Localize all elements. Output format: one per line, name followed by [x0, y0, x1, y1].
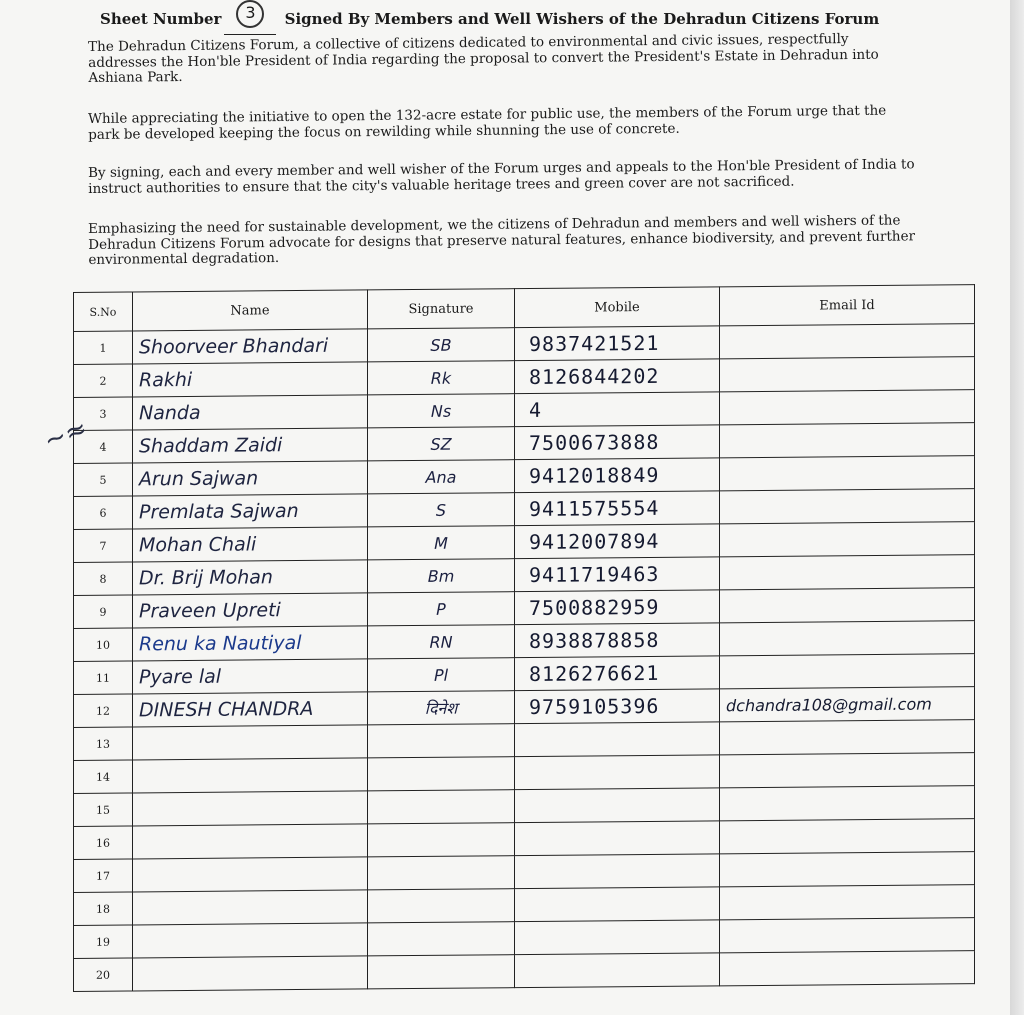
- row-email: [720, 885, 975, 920]
- sheet-header: [100, 3, 880, 35]
- row-signature: M: [368, 526, 515, 560]
- row-sno: 6: [74, 496, 133, 530]
- row-name: Premlata Sajwan: [133, 494, 368, 529]
- row-signature: Ns: [368, 394, 515, 428]
- row-email: [720, 819, 975, 854]
- signature-table: [73, 284, 975, 992]
- row-signature: [368, 922, 515, 956]
- row-signature: [368, 955, 515, 989]
- row-mobile: 9411719463: [515, 557, 720, 592]
- row-mobile: [515, 722, 720, 757]
- row-signature: [368, 823, 515, 857]
- row-sno: 4: [74, 430, 133, 464]
- column-header-email: Email Id: [720, 285, 975, 326]
- table-row: [74, 951, 975, 992]
- row-email: [720, 555, 975, 590]
- row-signature: [368, 790, 515, 824]
- row-sno: 2: [74, 364, 133, 398]
- sheet-number-field: [224, 3, 276, 35]
- row-name: [133, 956, 368, 991]
- row-sno: 16: [74, 826, 133, 860]
- row-email: [720, 522, 975, 557]
- row-mobile: [515, 821, 720, 856]
- row-email: [720, 588, 975, 623]
- row-sno: 3: [74, 397, 133, 431]
- row-sno: 9: [74, 595, 133, 629]
- row-sno: 14: [74, 760, 133, 794]
- row-signature: SB: [368, 328, 515, 362]
- row-email: [720, 621, 975, 656]
- column-header-sno: S.No: [74, 292, 133, 332]
- row-name: [133, 758, 368, 793]
- row-mobile: [515, 887, 720, 922]
- row-email: [720, 390, 975, 425]
- row-name: Shaddam Zaidi: [133, 428, 368, 463]
- paragraph-rewilding: While appreciating the initiative to open the 132-acre estate for public use, the members of the Forum urge that the park be developed keeping the focus on rewilding while shunning the use of concrete.: [87, 102, 887, 143]
- row-email: [720, 357, 975, 392]
- row-signature: Rk: [368, 361, 515, 395]
- row-signature: RN: [368, 625, 515, 659]
- column-header-signature: Signature: [368, 289, 515, 329]
- row-name: Nanda: [133, 395, 368, 430]
- row-name: Dr. Brij Mohan: [133, 560, 368, 595]
- paragraph-intro: The Dehradun Citizens Forum, a collective of citizens dedicated to environmental and civic issues, respectfully addresses the Hon'ble President of India regarding the proposal to convert the President's Estate in Dehradun into Ashiana Park.: [87, 31, 879, 86]
- row-email: [720, 720, 975, 755]
- row-mobile: [515, 755, 720, 790]
- row-mobile: [515, 788, 720, 823]
- row-signature: Ana: [368, 460, 515, 494]
- row-email: [720, 654, 975, 689]
- row-signature: SZ: [368, 427, 515, 461]
- paragraph-sustainability: Emphasizing the need for sustainable development, we the citizens of Dehradun and members and well wishers of the Dehradun Citizens Forum advocate for designs that preserve natural features, enhance biodiversity, and prevent further environmental degradation.: [87, 212, 916, 268]
- row-mobile: 9837421521: [515, 326, 720, 361]
- row-email: [720, 489, 975, 524]
- row-mobile: 9411575554: [515, 491, 720, 526]
- row-sno: 19: [74, 925, 133, 959]
- row-signature: [368, 856, 515, 890]
- row-name: [133, 857, 368, 892]
- sheet-number-value: 3: [236, 0, 264, 28]
- row-name: Praveen Upreti: [133, 593, 368, 628]
- row-name: [133, 824, 368, 859]
- row-mobile: 7500882959: [515, 590, 720, 625]
- row-name: [133, 890, 368, 925]
- row-name: Pyare lal: [133, 659, 368, 694]
- row-name: [133, 923, 368, 958]
- row-sno: 20: [74, 958, 133, 992]
- row-signature: [368, 724, 515, 758]
- row-mobile: 8126276621: [515, 656, 720, 691]
- row-sno: 13: [74, 727, 133, 761]
- column-header-name: Name: [133, 290, 368, 331]
- row-name: [133, 791, 368, 826]
- row-signature: Bm: [368, 559, 515, 593]
- row-name: [133, 725, 368, 760]
- row-name: Renu ka Nautiyal: [133, 626, 368, 661]
- row-sno: 10: [74, 628, 133, 662]
- row-email: [720, 786, 975, 821]
- sheet-number-label: Sheet Number: [100, 10, 222, 28]
- row-email: [720, 753, 975, 788]
- row-name: Shoorveer Bhandari: [133, 329, 368, 364]
- margin-scribble: ~≈: [40, 413, 92, 457]
- row-mobile: 4: [515, 392, 720, 427]
- row-sno: 1: [74, 331, 133, 365]
- row-signature: P: [368, 592, 515, 626]
- row-mobile: 9412007894: [515, 524, 720, 559]
- row-email: dchandra108@gmail.com: [720, 687, 975, 722]
- row-signature: Pl: [368, 658, 515, 692]
- row-email: [720, 852, 975, 887]
- row-sno: 15: [74, 793, 133, 827]
- row-mobile: 8126844202: [515, 359, 720, 394]
- row-email: [720, 456, 975, 491]
- row-name: Arun Sajwan: [133, 461, 368, 496]
- row-name: DINESH CHANDRA: [133, 692, 368, 727]
- row-email: [720, 423, 975, 458]
- row-signature: S: [368, 493, 515, 527]
- row-email: [720, 324, 975, 359]
- row-email: [720, 918, 975, 953]
- row-mobile: [515, 854, 720, 889]
- row-sno: 7: [74, 529, 133, 563]
- row-sno: 5: [74, 463, 133, 497]
- row-signature: दिनेश: [368, 691, 515, 725]
- row-sno: 17: [74, 859, 133, 893]
- row-sno: 12: [74, 694, 133, 728]
- column-header-mobile: Mobile: [515, 287, 720, 328]
- sheet-title: Signed By Members and Well Wishers of the Dehradun Citizens Forum: [284, 10, 880, 28]
- row-mobile: 7500673888: [515, 425, 720, 460]
- row-mobile: 9412018849: [515, 458, 720, 493]
- row-sno: 18: [74, 892, 133, 926]
- row-email: [720, 951, 975, 986]
- page-edge: [1010, 0, 1024, 1015]
- row-mobile: 8938878858: [515, 623, 720, 658]
- paragraph-appeal: By signing, each and every member and well wisher of the Forum urges and appeals to the Hon'ble President of India to instruct authorities to ensure that the city's valuable heritage trees and green cover are not sacrificed.: [87, 156, 915, 197]
- row-sno: 8: [74, 562, 133, 596]
- row-signature: [368, 757, 515, 791]
- row-name: Mohan Chali: [133, 527, 368, 562]
- row-sno: 11: [74, 661, 133, 695]
- row-name: Rakhi: [133, 362, 368, 397]
- row-signature: [368, 889, 515, 923]
- row-mobile: [515, 953, 720, 988]
- row-mobile: [515, 920, 720, 955]
- row-mobile: 9759105396: [515, 689, 720, 724]
